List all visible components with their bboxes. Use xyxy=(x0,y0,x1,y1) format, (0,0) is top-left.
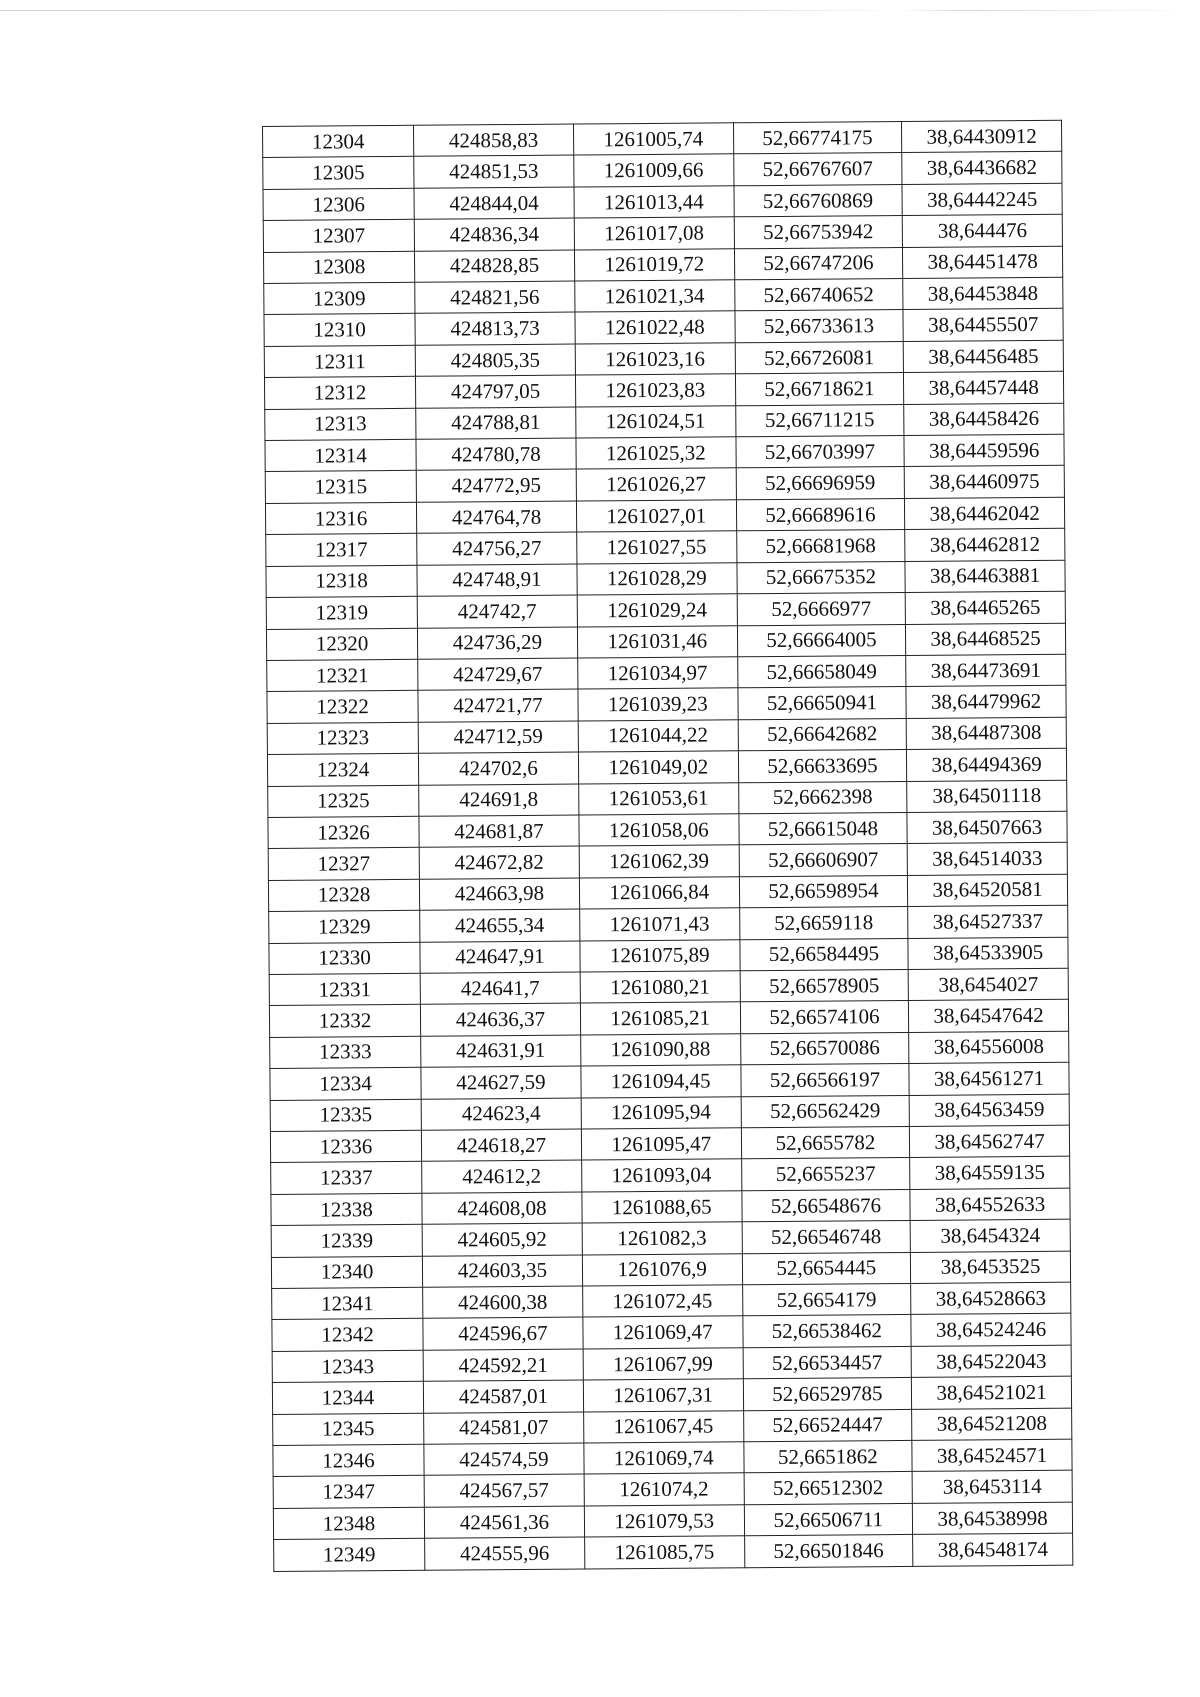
longitude-cell: 38,64559135 xyxy=(910,1157,1070,1190)
y-coordinate-cell: 1261093,04 xyxy=(581,1159,741,1192)
y-coordinate-cell: 1261082,3 xyxy=(582,1222,742,1255)
y-coordinate-cell: 1261088,65 xyxy=(582,1191,742,1224)
point-number-cell: 12326 xyxy=(268,816,419,849)
x-coordinate-cell: 424631,91 xyxy=(421,1035,581,1068)
longitude-cell: 38,64520581 xyxy=(908,874,1068,907)
scan-artifact-line xyxy=(0,10,1200,11)
y-coordinate-cell: 1261023,16 xyxy=(575,343,735,376)
coordinates-table-body xyxy=(263,120,1073,1571)
point-number-cell: 12332 xyxy=(269,1005,420,1038)
point-number-cell: 12308 xyxy=(263,251,414,284)
point-number-cell: 12313 xyxy=(265,408,416,441)
y-coordinate-cell: 1261067,99 xyxy=(583,1348,743,1381)
x-coordinate-cell: 424618,27 xyxy=(421,1129,581,1162)
point-number-cell: 12346 xyxy=(273,1444,424,1477)
point-number-cell: 12347 xyxy=(273,1476,424,1509)
latitude-cell: 52,66570086 xyxy=(740,1032,909,1065)
point-number-cell: 12316 xyxy=(265,502,416,535)
x-coordinate-cell: 424655,34 xyxy=(420,909,580,942)
latitude-cell: 52,66675352 xyxy=(737,561,906,594)
point-number-cell: 12342 xyxy=(272,1319,423,1352)
x-coordinate-cell: 424788,81 xyxy=(416,407,576,440)
y-coordinate-cell: 1261094,45 xyxy=(581,1065,741,1098)
y-coordinate-cell: 1261085,21 xyxy=(580,1002,740,1035)
point-number-cell: 12318 xyxy=(266,565,417,598)
y-coordinate-cell: 1261080,21 xyxy=(580,971,740,1004)
x-coordinate-cell: 424821,56 xyxy=(415,281,575,314)
point-number-cell: 12319 xyxy=(266,596,417,629)
y-coordinate-cell: 1261095,94 xyxy=(581,1096,741,1129)
latitude-cell: 52,66546748 xyxy=(742,1221,911,1254)
longitude-cell: 38,64463881 xyxy=(905,560,1065,593)
x-coordinate-cell: 424805,35 xyxy=(415,344,575,377)
longitude-cell: 38,64462812 xyxy=(905,528,1065,561)
y-coordinate-cell: 1261074,2 xyxy=(584,1473,744,1506)
latitude-cell: 52,66753942 xyxy=(734,216,903,249)
y-coordinate-cell: 1261013,44 xyxy=(574,186,734,219)
y-coordinate-cell: 1261031,46 xyxy=(577,625,737,658)
latitude-cell: 52,66740652 xyxy=(734,279,903,312)
y-coordinate-cell: 1261005,74 xyxy=(573,123,733,156)
coordinates-table xyxy=(262,120,1073,1572)
longitude-cell: 38,64436682 xyxy=(902,152,1062,185)
longitude-cell: 38,644476 xyxy=(902,214,1062,247)
point-number-cell: 12320 xyxy=(266,628,417,661)
latitude-cell: 52,66534457 xyxy=(743,1346,912,1379)
longitude-cell: 38,64527337 xyxy=(908,905,1068,938)
latitude-cell: 52,66650941 xyxy=(738,687,907,720)
point-number-cell: 12331 xyxy=(269,973,420,1006)
latitude-cell: 52,66681968 xyxy=(736,530,905,563)
latitude-cell: 52,66642682 xyxy=(738,718,907,751)
x-coordinate-cell: 424574,59 xyxy=(424,1443,584,1476)
x-coordinate-cell: 424567,57 xyxy=(424,1474,584,1507)
longitude-cell: 38,6453525 xyxy=(911,1251,1071,1284)
x-coordinate-cell: 424858,83 xyxy=(414,124,574,157)
point-number-cell: 12345 xyxy=(273,1413,424,1446)
x-coordinate-cell: 424663,98 xyxy=(419,878,579,911)
point-number-cell: 12344 xyxy=(272,1382,423,1415)
latitude-cell: 52,66696959 xyxy=(736,467,905,500)
y-coordinate-cell: 1261085,75 xyxy=(584,1536,744,1569)
x-coordinate-cell: 424764,78 xyxy=(417,501,577,534)
y-coordinate-cell: 1261027,01 xyxy=(576,500,736,533)
x-coordinate-cell: 424736,29 xyxy=(417,627,577,660)
point-number-cell: 12349 xyxy=(274,1539,425,1572)
longitude-cell: 38,64462042 xyxy=(905,497,1065,530)
longitude-cell: 38,64468525 xyxy=(906,623,1066,656)
y-coordinate-cell: 1261067,45 xyxy=(583,1410,743,1443)
latitude-cell: 52,66506711 xyxy=(744,1503,913,1536)
point-number-cell: 12324 xyxy=(267,753,418,786)
longitude-cell: 38,64451478 xyxy=(903,246,1063,279)
y-coordinate-cell: 1261039,23 xyxy=(578,688,738,721)
point-number-cell: 12338 xyxy=(271,1193,422,1226)
y-coordinate-cell: 1261069,74 xyxy=(584,1442,744,1475)
y-coordinate-cell: 1261079,53 xyxy=(584,1505,744,1538)
x-coordinate-cell: 424587,01 xyxy=(423,1380,583,1413)
x-coordinate-cell: 424647,91 xyxy=(420,941,580,974)
latitude-cell: 52,66598954 xyxy=(739,875,908,908)
x-coordinate-cell: 424605,92 xyxy=(422,1223,582,1256)
x-coordinate-cell: 424721,77 xyxy=(418,689,578,722)
latitude-cell: 52,66529785 xyxy=(743,1378,912,1411)
longitude-cell: 38,64501118 xyxy=(907,780,1067,813)
point-number-cell: 12304 xyxy=(263,125,414,158)
point-number-cell: 12340 xyxy=(271,1256,422,1289)
x-coordinate-cell: 424742,7 xyxy=(417,595,577,628)
latitude-cell: 52,66760869 xyxy=(734,184,903,217)
longitude-cell: 38,64453848 xyxy=(903,277,1063,310)
y-coordinate-cell: 1261058,06 xyxy=(579,814,739,847)
point-number-cell: 12315 xyxy=(265,471,416,504)
longitude-cell: 38,6454027 xyxy=(908,968,1068,1001)
latitude-cell: 52,66574106 xyxy=(740,1001,909,1034)
point-number-cell: 12328 xyxy=(268,879,419,912)
latitude-cell: 52,66733613 xyxy=(735,310,904,343)
point-number-cell: 12310 xyxy=(264,314,415,347)
latitude-cell: 52,6666977 xyxy=(737,593,906,626)
x-coordinate-cell: 424702,6 xyxy=(418,752,578,785)
longitude-cell: 38,64507663 xyxy=(907,811,1067,844)
x-coordinate-cell: 424691,8 xyxy=(419,784,579,817)
latitude-cell: 52,6662398 xyxy=(738,781,907,814)
x-coordinate-cell: 424612,2 xyxy=(422,1160,582,1193)
latitude-cell: 52,6651862 xyxy=(743,1440,912,1473)
point-number-cell: 12335 xyxy=(270,1099,421,1132)
x-coordinate-cell: 424681,87 xyxy=(419,815,579,848)
x-coordinate-cell: 424772,95 xyxy=(416,470,576,503)
x-coordinate-cell: 424603,35 xyxy=(422,1255,582,1288)
longitude-cell: 38,64563459 xyxy=(909,1094,1069,1127)
longitude-cell: 38,64479962 xyxy=(906,686,1066,719)
point-number-cell: 12314 xyxy=(265,439,416,472)
latitude-cell: 52,66711215 xyxy=(735,404,904,437)
point-number-cell: 12330 xyxy=(269,942,420,975)
latitude-cell: 52,6655237 xyxy=(741,1158,910,1191)
x-coordinate-cell: 424844,04 xyxy=(414,187,574,220)
table-row xyxy=(274,1533,1073,1571)
point-number-cell: 12312 xyxy=(264,377,415,410)
y-coordinate-cell: 1261023,83 xyxy=(575,374,735,407)
latitude-cell: 52,66633695 xyxy=(738,750,907,783)
y-coordinate-cell: 1261028,29 xyxy=(577,562,737,595)
latitude-cell: 52,66524447 xyxy=(743,1409,912,1442)
x-coordinate-cell: 424748,91 xyxy=(417,564,577,597)
longitude-cell: 38,64460975 xyxy=(904,466,1064,499)
point-number-cell: 12327 xyxy=(268,848,419,881)
point-number-cell: 12333 xyxy=(270,1036,421,1069)
x-coordinate-cell: 424596,67 xyxy=(423,1317,583,1350)
x-coordinate-cell: 424780,78 xyxy=(416,438,576,471)
longitude-cell: 38,64456485 xyxy=(903,340,1063,373)
latitude-cell: 52,66501846 xyxy=(744,1535,913,1568)
longitude-cell: 38,64521021 xyxy=(912,1376,1072,1409)
latitude-cell: 52,6654179 xyxy=(742,1283,911,1316)
y-coordinate-cell: 1261019,72 xyxy=(574,248,734,281)
point-number-cell: 12309 xyxy=(264,282,415,315)
y-coordinate-cell: 1261071,43 xyxy=(580,908,740,941)
x-coordinate-cell: 424828,85 xyxy=(415,250,575,283)
longitude-cell: 38,64459596 xyxy=(904,434,1064,467)
x-coordinate-cell: 424797,05 xyxy=(416,375,576,408)
longitude-cell: 38,6454324 xyxy=(910,1219,1070,1252)
longitude-cell: 38,64522043 xyxy=(911,1345,1071,1378)
coordinates-table-container xyxy=(262,120,1073,1572)
longitude-cell: 38,64548174 xyxy=(913,1533,1073,1566)
point-number-cell: 12305 xyxy=(263,157,414,190)
longitude-cell: 38,64514033 xyxy=(907,843,1067,876)
latitude-cell: 52,6659118 xyxy=(739,907,908,940)
point-number-cell: 12341 xyxy=(272,1287,423,1320)
point-number-cell: 12336 xyxy=(270,1130,421,1163)
y-coordinate-cell: 1261044,22 xyxy=(578,720,738,753)
latitude-cell: 52,6654445 xyxy=(742,1252,911,1285)
y-coordinate-cell: 1261053,61 xyxy=(579,782,739,815)
point-number-cell: 12337 xyxy=(271,1162,422,1195)
longitude-cell: 38,6453114 xyxy=(912,1471,1072,1504)
y-coordinate-cell: 1261095,47 xyxy=(581,1128,741,1161)
longitude-cell: 38,64538998 xyxy=(912,1502,1072,1535)
longitude-cell: 38,64457448 xyxy=(904,371,1064,404)
y-coordinate-cell: 1261090,88 xyxy=(580,1034,740,1067)
longitude-cell: 38,64465265 xyxy=(905,591,1065,624)
latitude-cell: 52,66566197 xyxy=(741,1064,910,1097)
latitude-cell: 52,66767607 xyxy=(733,153,902,186)
x-coordinate-cell: 424561,36 xyxy=(424,1506,584,1539)
point-number-cell: 12343 xyxy=(272,1350,423,1383)
x-coordinate-cell: 424836,34 xyxy=(414,218,574,251)
longitude-cell: 38,64524246 xyxy=(911,1314,1071,1347)
x-coordinate-cell: 424600,38 xyxy=(423,1286,583,1319)
y-coordinate-cell: 1261062,39 xyxy=(579,845,739,878)
latitude-cell: 52,6655782 xyxy=(741,1126,910,1159)
point-number-cell: 12325 xyxy=(268,785,419,818)
x-coordinate-cell: 424555,96 xyxy=(425,1537,585,1570)
point-number-cell: 12339 xyxy=(271,1224,422,1257)
latitude-cell: 52,66584495 xyxy=(740,938,909,971)
longitude-cell: 38,64533905 xyxy=(908,937,1068,970)
x-coordinate-cell: 424608,08 xyxy=(422,1192,582,1225)
longitude-cell: 38,64430912 xyxy=(902,120,1062,153)
longitude-cell: 38,64494369 xyxy=(907,748,1067,781)
latitude-cell: 52,66718621 xyxy=(735,373,904,406)
latitude-cell: 52,66703997 xyxy=(736,436,905,469)
point-number-cell: 12348 xyxy=(273,1507,424,1540)
y-coordinate-cell: 1261066,84 xyxy=(579,877,739,910)
latitude-cell: 52,66774175 xyxy=(733,121,902,154)
x-coordinate-cell: 424729,67 xyxy=(418,658,578,691)
point-number-cell: 12334 xyxy=(270,1067,421,1100)
latitude-cell: 52,66664005 xyxy=(737,624,906,657)
y-coordinate-cell: 1261009,66 xyxy=(574,154,734,187)
latitude-cell: 52,66578905 xyxy=(740,969,909,1002)
latitude-cell: 52,66747206 xyxy=(734,247,903,280)
y-coordinate-cell: 1261017,08 xyxy=(574,217,734,250)
longitude-cell: 38,64552633 xyxy=(910,1188,1070,1221)
point-number-cell: 12322 xyxy=(267,691,418,724)
x-coordinate-cell: 424712,59 xyxy=(418,721,578,754)
y-coordinate-cell: 1261067,31 xyxy=(583,1379,743,1412)
longitude-cell: 38,64547642 xyxy=(909,1000,1069,1033)
point-number-cell: 12306 xyxy=(263,188,414,221)
y-coordinate-cell: 1261069,47 xyxy=(583,1316,743,1349)
y-coordinate-cell: 1261029,24 xyxy=(577,594,737,627)
latitude-cell: 52,66562429 xyxy=(741,1095,910,1128)
y-coordinate-cell: 1261024,51 xyxy=(576,405,736,438)
longitude-cell: 38,64562747 xyxy=(910,1125,1070,1158)
point-number-cell: 12329 xyxy=(269,910,420,943)
longitude-cell: 38,64524571 xyxy=(912,1439,1072,1472)
longitude-cell: 38,64556008 xyxy=(909,1031,1069,1064)
longitude-cell: 38,64455507 xyxy=(903,309,1063,342)
x-coordinate-cell: 424813,73 xyxy=(415,312,575,345)
x-coordinate-cell: 424756,27 xyxy=(417,532,577,565)
point-number-cell: 12321 xyxy=(267,659,418,692)
latitude-cell: 52,66658049 xyxy=(737,655,906,688)
longitude-cell: 38,64521208 xyxy=(912,1408,1072,1441)
x-coordinate-cell: 424636,37 xyxy=(420,1003,580,1036)
x-coordinate-cell: 424672,82 xyxy=(419,846,579,879)
y-coordinate-cell: 1261025,32 xyxy=(576,437,736,470)
point-number-cell: 12323 xyxy=(267,722,418,755)
y-coordinate-cell: 1261049,02 xyxy=(578,751,738,784)
y-coordinate-cell: 1261021,34 xyxy=(575,280,735,313)
latitude-cell: 52,66689616 xyxy=(736,498,905,531)
x-coordinate-cell: 424851,53 xyxy=(414,155,574,188)
point-number-cell: 12311 xyxy=(264,345,415,378)
x-coordinate-cell: 424581,07 xyxy=(424,1412,584,1445)
y-coordinate-cell: 1261034,97 xyxy=(578,657,738,690)
point-number-cell: 12317 xyxy=(266,534,417,567)
longitude-cell: 38,64442245 xyxy=(902,183,1062,216)
x-coordinate-cell: 424592,21 xyxy=(423,1349,583,1382)
y-coordinate-cell: 1261022,48 xyxy=(575,311,735,344)
point-number-cell: 12307 xyxy=(263,220,414,253)
y-coordinate-cell: 1261026,27 xyxy=(576,468,736,501)
x-coordinate-cell: 424627,59 xyxy=(421,1066,581,1099)
longitude-cell: 38,64561271 xyxy=(909,1062,1069,1095)
latitude-cell: 52,66606907 xyxy=(739,844,908,877)
longitude-cell: 38,64528663 xyxy=(911,1282,1071,1315)
x-coordinate-cell: 424641,7 xyxy=(420,972,580,1005)
x-coordinate-cell: 424623,4 xyxy=(421,1098,581,1131)
y-coordinate-cell: 1261075,89 xyxy=(580,939,740,972)
longitude-cell: 38,64458426 xyxy=(904,403,1064,436)
longitude-cell: 38,64487308 xyxy=(906,717,1066,750)
y-coordinate-cell: 1261076,9 xyxy=(582,1253,742,1286)
latitude-cell: 52,66548676 xyxy=(742,1189,911,1222)
latitude-cell: 52,66538462 xyxy=(743,1315,912,1348)
latitude-cell: 52,66615048 xyxy=(739,812,908,845)
y-coordinate-cell: 1261027,55 xyxy=(577,531,737,564)
latitude-cell: 52,66512302 xyxy=(744,1472,913,1505)
longitude-cell: 38,64473691 xyxy=(906,654,1066,687)
y-coordinate-cell: 1261072,45 xyxy=(582,1285,742,1318)
latitude-cell: 52,66726081 xyxy=(735,341,904,374)
